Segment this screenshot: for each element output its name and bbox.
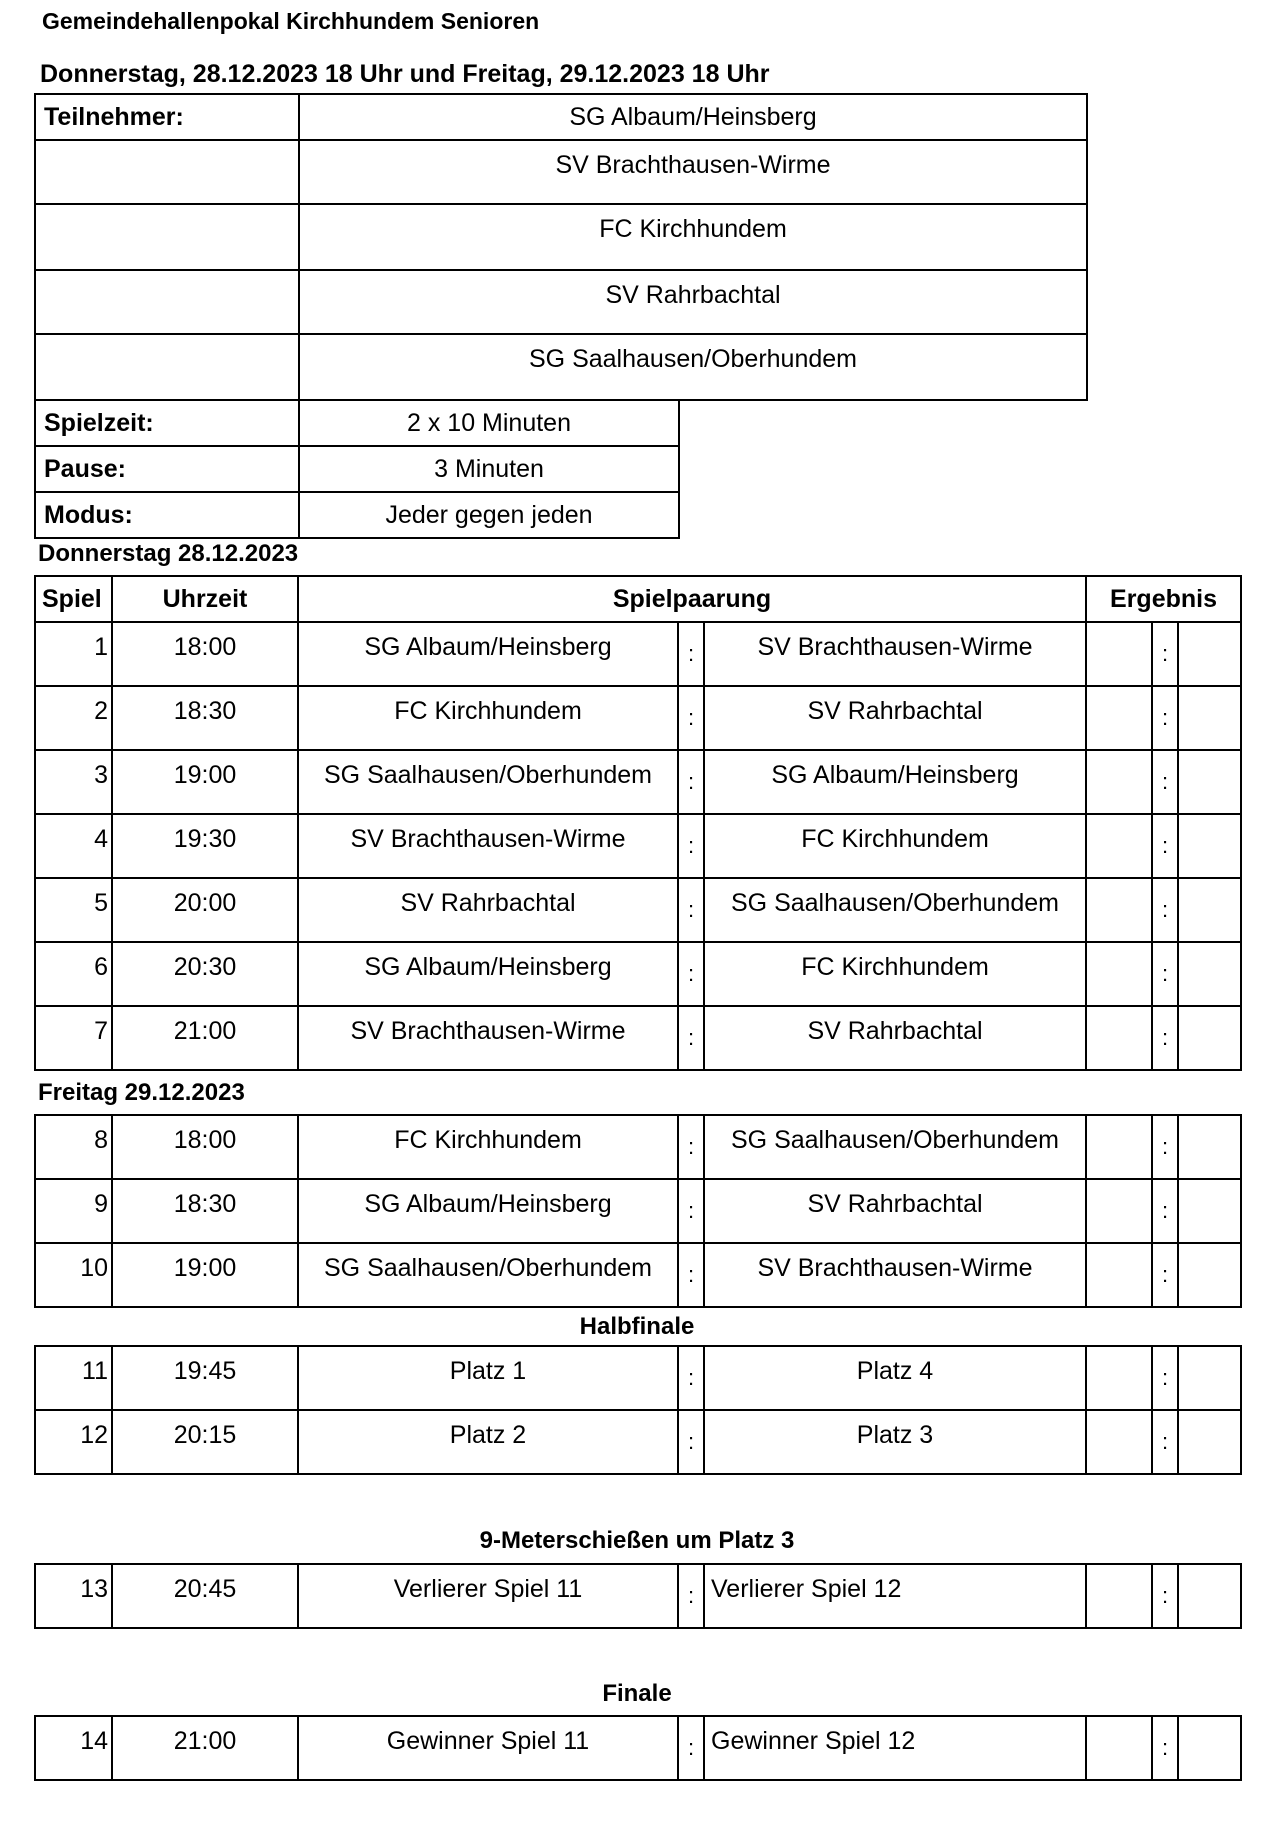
result-separator: :: [1152, 1564, 1178, 1628]
result-separator: :: [1152, 1243, 1178, 1307]
result-away-cell: [1178, 1115, 1241, 1179]
home-team: Gewinner Spiel 11: [298, 1716, 678, 1780]
result-away-cell: [1178, 1179, 1241, 1243]
result-home-cell: [1086, 1410, 1152, 1474]
semifinal-table: [34, 1345, 1242, 1475]
home-team: Platz 1: [298, 1346, 678, 1410]
game-row: [35, 942, 1241, 1006]
participant-team: SG Albaum/Heinsberg: [299, 94, 1087, 140]
result-away-cell: [1178, 1564, 1241, 1628]
game-row: [35, 1243, 1241, 1307]
participant-team: SG Saalhausen/Oberhundem: [299, 334, 1087, 400]
column-header-spiel: Spiel: [35, 576, 112, 622]
result-separator: :: [1152, 1115, 1178, 1179]
game-time: 18:30: [112, 686, 298, 750]
game-number: 13: [35, 1564, 112, 1628]
home-team: FC Kirchhundem: [298, 1115, 678, 1179]
pairing-separator: :: [678, 1006, 704, 1070]
result-away-cell: [1178, 1716, 1241, 1780]
result-home-cell: [1086, 750, 1152, 814]
game-row: [35, 686, 1241, 750]
home-team: SV Brachthausen-Wirme: [298, 1006, 678, 1070]
schedule-table-day2: [34, 1114, 1242, 1308]
game-time: 21:00: [112, 1716, 298, 1780]
game-row: [35, 878, 1241, 942]
pairing-separator: :: [678, 622, 704, 686]
game-number: 9: [35, 1179, 112, 1243]
home-team: Verlierer Spiel 11: [298, 1564, 678, 1628]
third-place-table: [34, 1563, 1242, 1629]
away-team: FC Kirchhundem: [704, 814, 1086, 878]
pairing-separator: :: [678, 942, 704, 1006]
away-team: SG Saalhausen/Oberhundem: [704, 1115, 1086, 1179]
semifinal-heading: Halbfinale: [579, 1313, 695, 1340]
home-team: SG Saalhausen/Oberhundem: [298, 1243, 678, 1307]
game-time: 19:00: [112, 1243, 298, 1307]
game-number: 11: [35, 1346, 112, 1410]
home-team: SG Albaum/Heinsberg: [298, 942, 678, 1006]
pairing-separator: :: [678, 878, 704, 942]
result-separator: :: [1152, 1410, 1178, 1474]
game-row: [35, 1564, 1241, 1628]
game-time: 18:00: [112, 622, 298, 686]
game-time: 20:45: [112, 1564, 298, 1628]
day2-heading: Freitag 29.12.2023: [38, 1079, 245, 1106]
game-row: [35, 1115, 1241, 1179]
home-team: SG Albaum/Heinsberg: [298, 622, 678, 686]
result-away-cell: [1178, 942, 1241, 1006]
away-team: SV Brachthausen-Wirme: [704, 1243, 1086, 1307]
participant-team: FC Kirchhundem: [299, 204, 1087, 270]
settings-table: [34, 399, 680, 539]
participants-label: Teilnehmer:: [35, 94, 299, 140]
pairing-separator: :: [678, 1243, 704, 1307]
result-home-cell: [1086, 1179, 1152, 1243]
document-title: Gemeindehallenpokal Kirchhundem Senioren: [42, 8, 540, 34]
result-away-cell: [1178, 814, 1241, 878]
pairing-separator: :: [678, 1179, 704, 1243]
game-time: 20:30: [112, 942, 298, 1006]
setting-label: Pause:: [35, 446, 299, 492]
away-team: SV Brachthausen-Wirme: [704, 622, 1086, 686]
result-home-cell: [1086, 814, 1152, 878]
game-row: [35, 622, 1241, 686]
game-row: [35, 1179, 1241, 1243]
schedule-table-day1: [34, 575, 1242, 1071]
setting-value: Jeder gegen jeden: [299, 492, 679, 538]
result-home-cell: [1086, 942, 1152, 1006]
away-team: SG Saalhausen/Oberhundem: [704, 878, 1086, 942]
game-row: [35, 814, 1241, 878]
game-number: 14: [35, 1716, 112, 1780]
result-separator: :: [1152, 686, 1178, 750]
game-number: 10: [35, 1243, 112, 1307]
away-team: Platz 4: [704, 1346, 1086, 1410]
away-team: SG Albaum/Heinsberg: [704, 750, 1086, 814]
event-dates: Donnerstag, 28.12.2023 18 Uhr und Freitag, 29.12.2023 18 Uhr: [40, 60, 770, 88]
game-row: [35, 1410, 1241, 1474]
game-time: 19:00: [112, 750, 298, 814]
result-separator: :: [1152, 1716, 1178, 1780]
result-away-cell: [1178, 1243, 1241, 1307]
final-table: [34, 1715, 1242, 1781]
pairing-separator: :: [678, 1716, 704, 1780]
home-team: Platz 2: [298, 1410, 678, 1474]
participant-team: SV Rahrbachtal: [299, 270, 1087, 334]
home-team: SG Albaum/Heinsberg: [298, 1179, 678, 1243]
away-team: FC Kirchhundem: [704, 942, 1086, 1006]
setting-value: 3 Minuten: [299, 446, 679, 492]
participant-team: SV Brachthausen-Wirme: [299, 140, 1087, 204]
game-number: 2: [35, 686, 112, 750]
result-separator: :: [1152, 878, 1178, 942]
result-home-cell: [1086, 1243, 1152, 1307]
result-away-cell: [1178, 878, 1241, 942]
result-separator: :: [1152, 750, 1178, 814]
game-number: 1: [35, 622, 112, 686]
result-away-cell: [1178, 1006, 1241, 1070]
game-number: 8: [35, 1115, 112, 1179]
pairing-separator: :: [678, 814, 704, 878]
result-home-cell: [1086, 622, 1152, 686]
result-home-cell: [1086, 686, 1152, 750]
setting-label: Spielzeit:: [35, 400, 299, 446]
game-number: 5: [35, 878, 112, 942]
day1-heading: Donnerstag 28.12.2023: [38, 540, 299, 567]
result-separator: :: [1152, 622, 1178, 686]
away-team: Verlierer Spiel 12: [704, 1564, 1086, 1628]
result-separator: :: [1152, 1006, 1178, 1070]
pairing-separator: :: [678, 1564, 704, 1628]
result-away-cell: [1178, 686, 1241, 750]
game-time: 19:45: [112, 1346, 298, 1410]
away-team: Platz 3: [704, 1410, 1086, 1474]
game-row: [35, 1346, 1241, 1410]
result-away-cell: [1178, 1346, 1241, 1410]
result-home-cell: [1086, 1716, 1152, 1780]
pairing-separator: :: [678, 686, 704, 750]
result-away-cell: [1178, 1410, 1241, 1474]
result-home-cell: [1086, 1115, 1152, 1179]
away-team: Gewinner Spiel 12: [704, 1716, 1086, 1780]
setting-label: Modus:: [35, 492, 299, 538]
result-home-cell: [1086, 878, 1152, 942]
game-time: 21:00: [112, 1006, 298, 1070]
away-team: SV Rahrbachtal: [704, 1006, 1086, 1070]
result-separator: :: [1152, 1346, 1178, 1410]
game-number: 6: [35, 942, 112, 1006]
result-home-cell: [1086, 1006, 1152, 1070]
pairing-separator: :: [678, 1346, 704, 1410]
game-row: [35, 750, 1241, 814]
result-separator: :: [1152, 1179, 1178, 1243]
pairing-separator: :: [678, 1115, 704, 1179]
setting-value: 2 x 10 Minuten: [299, 400, 679, 446]
result-home-cell: [1086, 1564, 1152, 1628]
away-team: SV Rahrbachtal: [704, 686, 1086, 750]
home-team: FC Kirchhundem: [298, 686, 678, 750]
result-separator: :: [1152, 942, 1178, 1006]
home-team: SV Rahrbachtal: [298, 878, 678, 942]
result-home-cell: [1086, 1346, 1152, 1410]
column-header-uhrzeit: Uhrzeit: [112, 576, 298, 622]
game-number: 4: [35, 814, 112, 878]
game-time: 20:15: [112, 1410, 298, 1474]
game-time: 19:30: [112, 814, 298, 878]
game-number: 12: [35, 1410, 112, 1474]
away-team: SV Rahrbachtal: [704, 1179, 1086, 1243]
result-away-cell: [1178, 750, 1241, 814]
game-time: 20:00: [112, 878, 298, 942]
game-row: [35, 1006, 1241, 1070]
column-header-ergebnis: Ergebnis: [1086, 576, 1241, 622]
participants-table: [34, 93, 1088, 401]
result-separator: :: [1152, 814, 1178, 878]
home-team: SG Saalhausen/Oberhundem: [298, 750, 678, 814]
third-place-heading: 9-Meterschießen um Platz 3: [479, 1527, 795, 1554]
result-away-cell: [1178, 622, 1241, 686]
game-number: 7: [35, 1006, 112, 1070]
pairing-separator: :: [678, 1410, 704, 1474]
game-time: 18:30: [112, 1179, 298, 1243]
game-time: 18:00: [112, 1115, 298, 1179]
final-heading: Finale: [602, 1680, 672, 1707]
home-team: SV Brachthausen-Wirme: [298, 814, 678, 878]
game-row: [35, 1716, 1241, 1780]
column-header-spielpaarung: Spielpaarung: [298, 576, 1086, 622]
pairing-separator: :: [678, 750, 704, 814]
game-number: 3: [35, 750, 112, 814]
